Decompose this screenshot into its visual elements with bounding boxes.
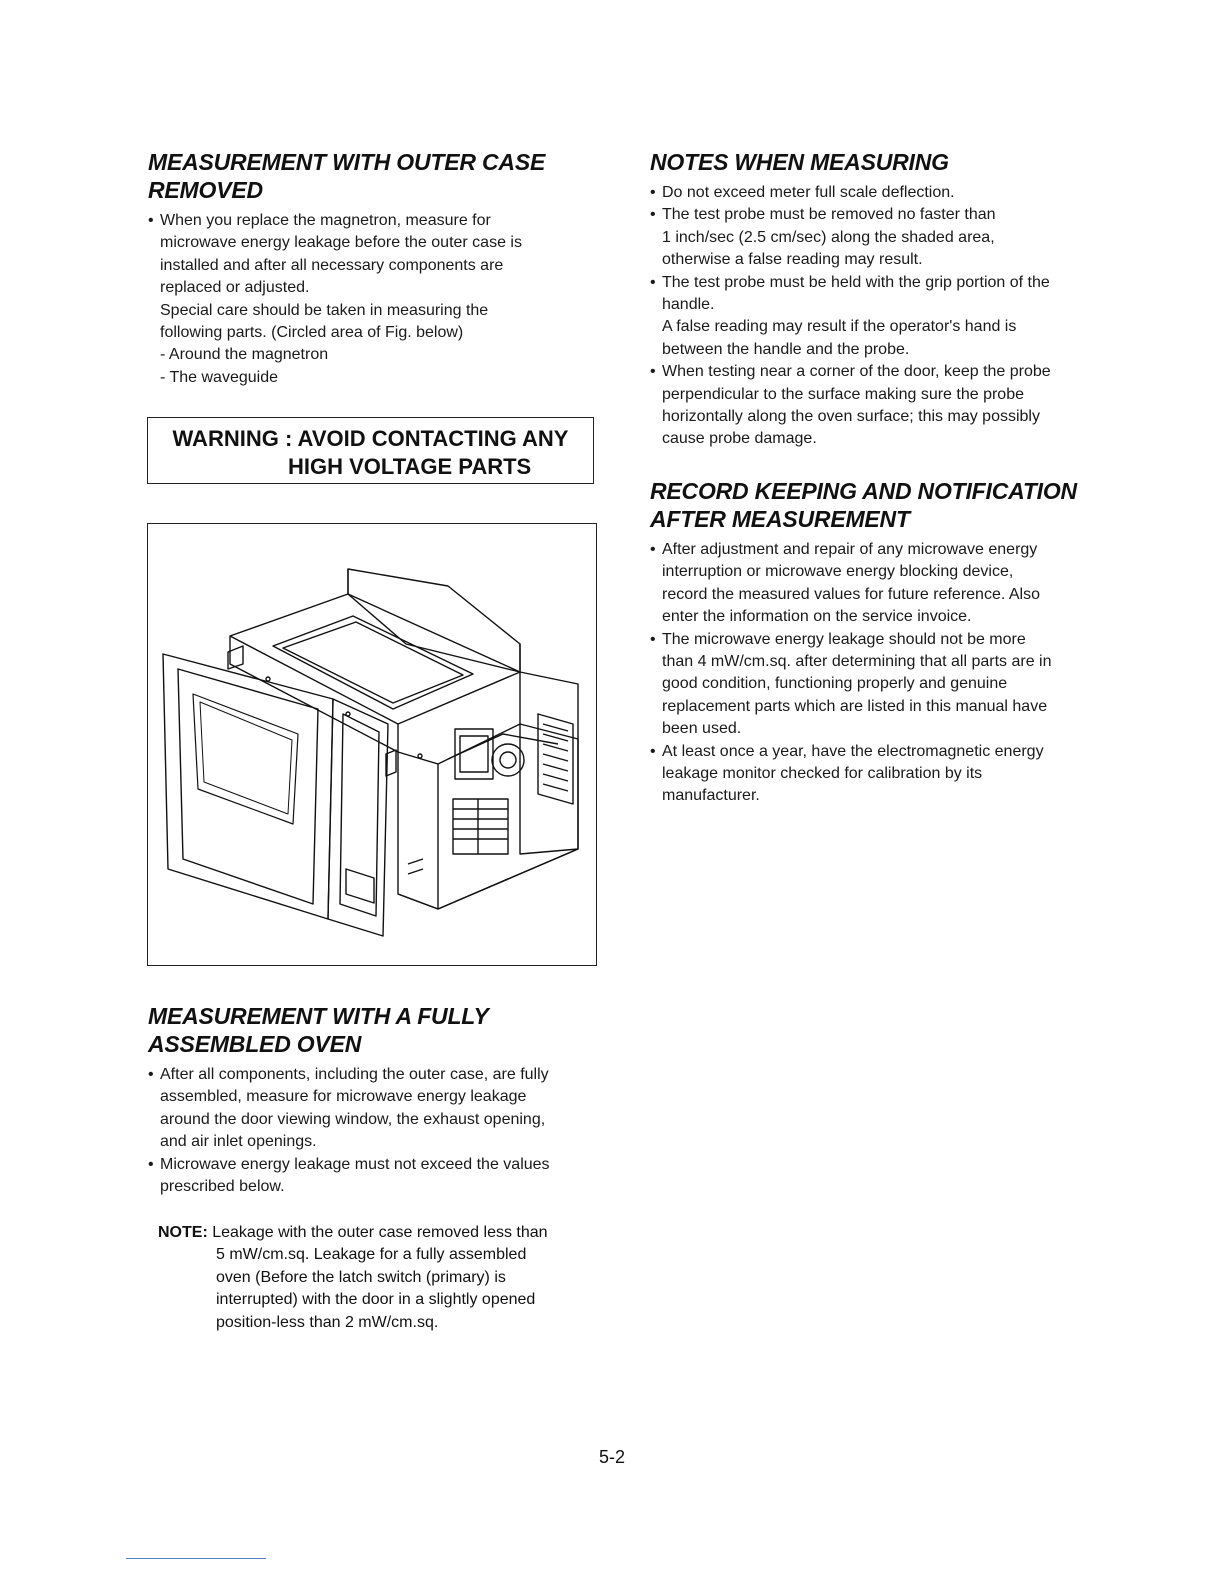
text-line: • At least once a year, have the electromagnetic energy — [662, 742, 1044, 760]
text-line: handle. — [662, 296, 715, 314]
heading-line: RECORD KEEPING AND NOTIFICATION — [650, 477, 1077, 504]
list-item — [650, 182, 1100, 204]
text-line: assembled, measure for microwave energy leakage — [160, 1088, 527, 1106]
text-line: A false reading may result if the operator's hand is — [662, 318, 1017, 336]
text-line: between the handle and the probe. — [662, 340, 910, 358]
bullet-list — [148, 1064, 598, 1198]
list-item — [650, 629, 1100, 741]
text-line: • The test probe must be removed no faster than — [662, 206, 996, 224]
note-label: NOTE: — [158, 1224, 208, 1241]
text-line: leakage monitor checked for calibration by its — [662, 764, 983, 782]
note-continuation — [158, 1244, 598, 1334]
microwave-oven-icon — [148, 524, 595, 964]
list-item — [148, 210, 598, 389]
text-line: Leakage with the outer case removed less than — [212, 1224, 548, 1241]
page-number: 5-2 — [598, 1447, 625, 1467]
warning-line: HIGH VOLTAGE PARTS — [288, 454, 532, 479]
list-item — [650, 741, 1100, 808]
text-line: position-less than 2 mW/cm.sq. — [216, 1313, 439, 1331]
text-line: prescribed below. — [160, 1178, 285, 1196]
text-line: around the door viewing window, the exhaust opening, — [160, 1110, 546, 1128]
text-line: • The test probe must be held with the grip portion of the — [662, 273, 1050, 291]
heading-line: REMOVED — [148, 177, 263, 203]
text-line: been used. — [662, 720, 742, 738]
heading-line: MEASUREMENT WITH A FULLY — [148, 1003, 489, 1029]
text-line: following parts. (Circled area of Fig. below) — [160, 324, 464, 342]
text-line: 1 inch/sec (2.5 cm/sec) along the shaded area, — [662, 228, 995, 246]
text-line: cause probe damage. — [662, 430, 817, 448]
text-line: perpendicular to the surface making sure the probe — [662, 385, 1024, 403]
warning-box — [147, 417, 594, 484]
text-line: Special care should be taken in measuring the — [160, 301, 489, 319]
heading-line: NOTES WHEN MEASURING — [650, 149, 949, 175]
text-line: and air inlet openings. — [160, 1133, 317, 1151]
bullet-list — [650, 182, 1100, 451]
text-line: replacement parts which are listed in this manual have — [662, 697, 1048, 715]
heading-line: AFTER MEASUREMENT — [650, 505, 910, 532]
list-item — [650, 204, 1100, 271]
heading-fully-assembled — [148, 1002, 598, 1058]
figure-frame — [147, 523, 597, 966]
list-item — [148, 1064, 598, 1154]
text-line: interrupted) with the door in a slightly opened — [216, 1291, 536, 1309]
bullet-list — [650, 539, 1100, 808]
text-line: • When you replace the magnetron, measure for — [160, 212, 491, 229]
text-line: microwave energy leakage before the outer case is — [160, 234, 522, 252]
text-line: • The microwave energy leakage should not be more — [662, 630, 1026, 648]
text-line: - Around the magnetron — [160, 346, 329, 364]
text-line: 5 mW/cm.sq. Leakage for a fully assembled — [216, 1246, 527, 1264]
text-line: replaced or adjusted. — [160, 279, 310, 297]
text-line: • Microwave energy leakage must not exceed the values — [160, 1155, 550, 1173]
list-item — [650, 361, 1100, 451]
warning-line: WARNING : AVOID CONTACTING ANY — [172, 426, 569, 451]
text-line: record the measured values for future reference. Also — [662, 585, 1040, 603]
text-line: good condition, functioning properly and genuine — [662, 675, 1008, 693]
list-item — [650, 539, 1100, 629]
note-block — [158, 1222, 598, 1334]
heading-record-keeping — [650, 477, 1100, 533]
bullet-list — [148, 210, 598, 389]
list-item — [650, 272, 1100, 362]
note-first-line — [158, 1222, 598, 1244]
text-line: horizontally along the oven surface; this may possibly — [662, 408, 1040, 426]
heading-line: MEASUREMENT WITH OUTER CASE — [148, 149, 546, 175]
footer-divider — [126, 1558, 266, 1559]
text-line: manufacturer. — [662, 787, 760, 805]
heading-outer-case-removed — [148, 148, 598, 204]
text-line: oven (Before the latch switch (primary) is — [216, 1268, 506, 1286]
list-item — [148, 1154, 598, 1199]
text-line: • Do not exceed meter full scale deflection. — [662, 184, 955, 201]
text-line: interruption or microwave energy blocking device, — [662, 563, 1014, 581]
text-line: otherwise a false reading may result. — [662, 251, 923, 269]
text-line: enter the information on the service invoice. — [662, 608, 972, 626]
section-outer-case-removed — [148, 148, 598, 389]
heading-line: ASSEMBLED OVEN — [148, 1031, 362, 1057]
section-fully-assembled — [148, 1002, 598, 1198]
text-line: - The waveguide — [160, 368, 278, 386]
section-notes-when-measuring — [650, 148, 1100, 808]
text-line: • After adjustment and repair of any microwave energy — [662, 540, 1038, 558]
text-line: installed and after all necessary components are — [160, 256, 504, 274]
text-line: • When testing near a corner of the door, keep the probe — [662, 363, 1051, 381]
heading-notes-when-measuring — [650, 148, 1100, 176]
text-line: than 4 mW/cm.sq. after determining that all parts are in — [662, 652, 1052, 670]
text-line: • After all components, including the outer case, are fully — [160, 1066, 549, 1083]
